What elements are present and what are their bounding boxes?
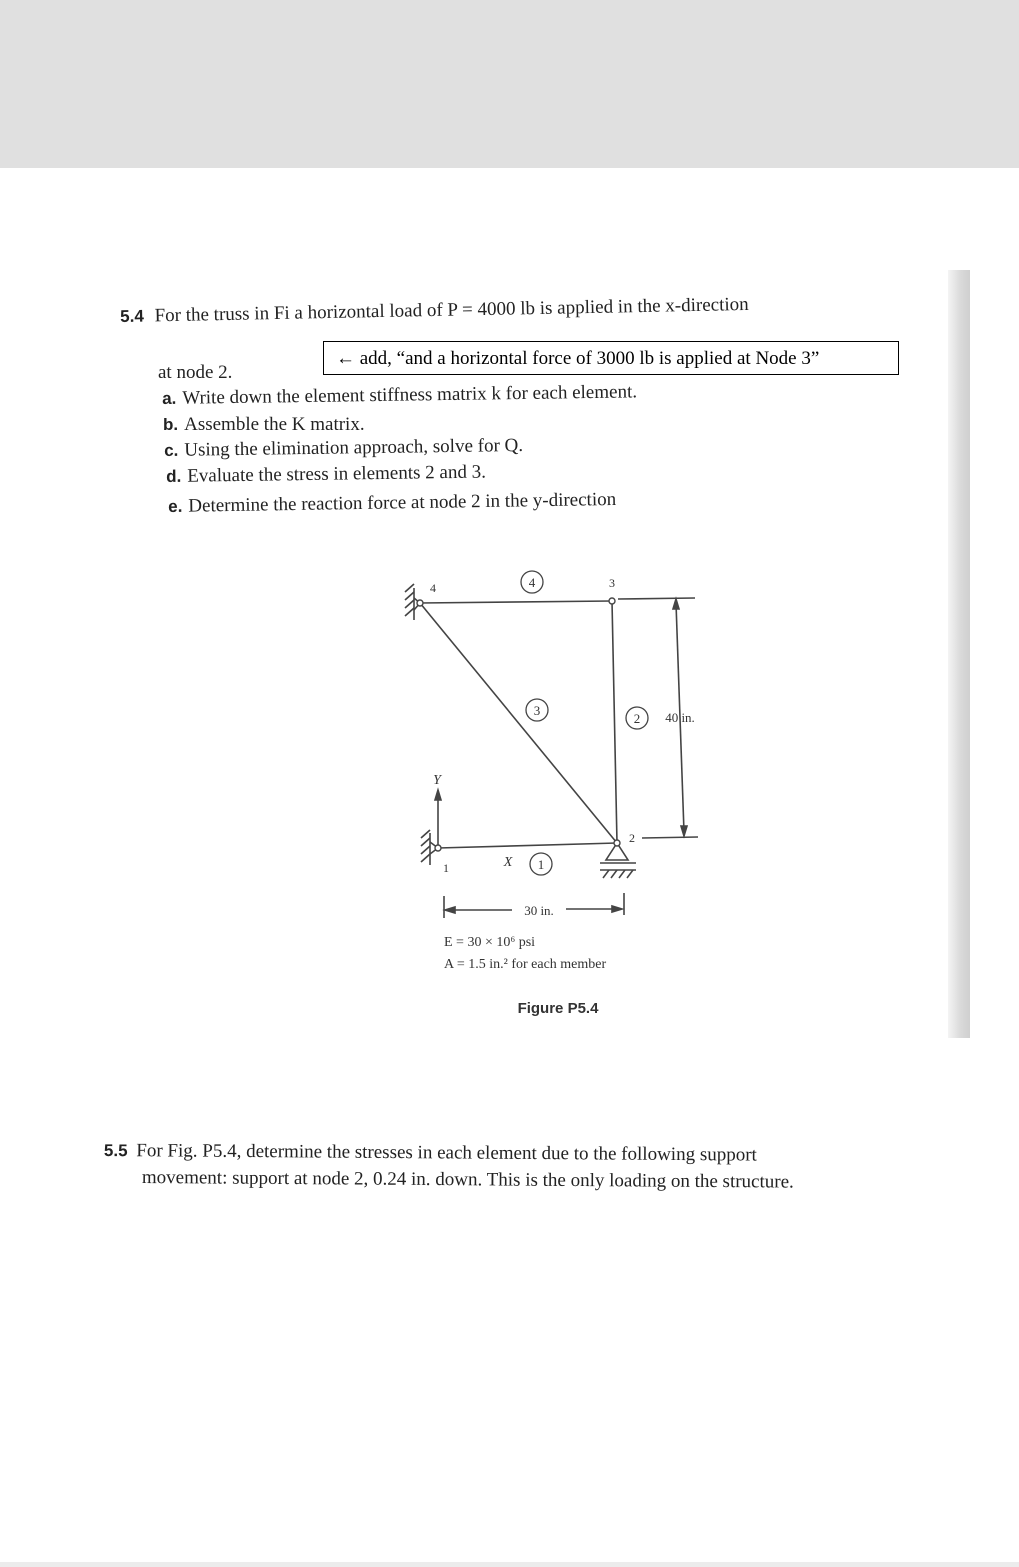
problem-number: 5.5 [103,1141,128,1161]
problem-line1-prefix: For the truss in Fi [154,302,290,327]
node-4 [417,600,423,606]
member-1 [438,843,617,848]
item-text: Evaluate the stress in elements 2 and 3. [187,461,487,487]
dim-40-ext-top [618,598,695,599]
support-4-hatch [405,592,414,600]
item-label: a. [162,388,177,408]
item-text: Assemble the K matrix. [184,414,365,435]
item-text: Determine the reaction force at node 2 in the y-direction [188,488,617,517]
problem-5-5-text2: movement: support at node 2, 0.24 in. down. This is the only loading on the structure. [141,1167,794,1193]
element-3-label: 3 [533,703,541,718]
dim-40-label: 40 in. [665,710,695,725]
support-2-hatch [611,870,617,878]
problem-number: 5.4 [120,306,145,326]
member-3 [420,603,617,843]
item-text: Using the elimination approach, solve for Q. [184,434,524,461]
support-1-hatch [421,838,430,846]
item-text: Write down the element stiffness matrix k for each element. [182,381,638,409]
item-label: c. [164,440,179,460]
support-2-hatch [603,870,609,878]
node-2-label: 2 [629,831,635,845]
support-4-hatch [405,608,414,616]
problem-line1-suffix: a horizontal load of P = 4000 lb is applied in the x-direction [289,293,749,324]
modulus-label: E = 30 × 10⁶ psi [444,935,536,950]
x-axis-label: X [503,855,513,870]
node-3 [609,598,615,604]
y-axis-label: Y [433,773,441,788]
support-2-hatch [619,870,625,878]
problem-line2: at node 2. [158,362,233,383]
dim-30-label: 30 in. [524,903,554,918]
element-1-label: 1 [537,857,545,872]
element-2-label: 2 [633,711,641,726]
support-2-hatch [627,870,633,878]
node-3-label: 3 [609,576,615,590]
node-1-label: 1 [443,861,449,875]
dim-30-arrow-right [612,906,622,912]
member-4 [420,601,612,603]
node-1 [435,845,441,851]
dim-40-arrow-bottom [681,826,687,836]
item-label: b. [163,415,179,434]
dim-40-ext-bottom [642,837,698,838]
dim-40-arrow-top [673,599,679,609]
item-label: d. [166,466,182,486]
node-2 [614,840,620,846]
annotation-text: ← add, “and a horizontal force of 3000 lb is applied at Node 3” [336,348,820,369]
node-4-label: 4 [430,581,436,595]
member-2 [612,601,617,843]
problem-5-5-text1: For Fig. P5.4, determine the stresses in each element due to the following support [136,1140,757,1166]
support-1-hatch [421,830,430,838]
dim-30-arrow-left [445,907,455,913]
y-axis-arrow [435,790,441,800]
support-1-hatch [421,846,430,854]
support-4-hatch [405,600,414,608]
element-4-label: 4 [528,575,536,590]
support-1-hatch [421,854,430,862]
item-label: e. [168,496,183,516]
bottom-edge [0,1562,1019,1567]
figure-caption: Figure P5.4 [517,1000,599,1017]
area-label: A = 1.5 in.² for each member [444,957,607,972]
support-4-hatch [405,584,414,592]
